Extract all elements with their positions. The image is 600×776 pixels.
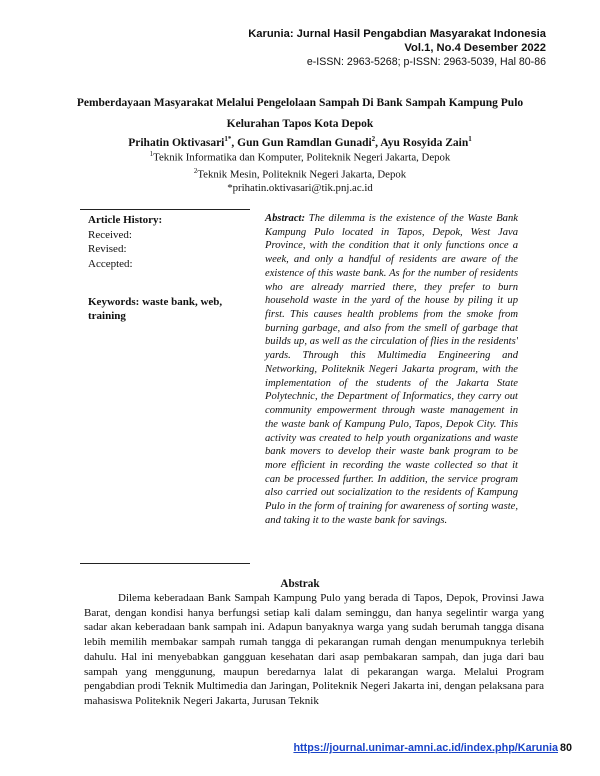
journal-name: Karunia: Jurnal Hasil Pengabdian Masyarakat Indonesia	[248, 28, 546, 40]
affiliations	[60, 148, 540, 196]
abstract-text: The dilemma is the existence of the Waste Bank Kampung Pulo located in Tapos, Depok, West Java Province, with the condition that it only functions once a week, and only a handful of residents are aware of the existence of this waste bank. As for the number of residents who are already married there, they prefer to burn household waste in the yard of the house by piling it up first. This causes health problems from the smoke from burning garbage, and also from the smell of garbage that builds up, as well as the circulation of flies in the residents' yards. Through this Multimedia Engineering and Networking, Politeknik Negeri Jakarta program, with the implementation of the students of the Jakarta State Polytechnic, the Department of Informatics, they carry out community empowerment through waste management in the waste bank of Kampung Pulo, Tapos, Depok City. This activity was created to help youth organizations and waste bank movers to develop their waste bank program to be more efficient in recording the waste collected so that it can be processed further. In addition, the service program also carried out socialization to the residents of Kampung Pulo in the form of training for awareness of sorting waste, and taking it to the waste bank for savings.	[265, 213, 518, 526]
affiliation-2	[60, 165, 540, 182]
received-label: Received:	[88, 228, 132, 241]
author-2-name: Gun Gun Ramdlan Gunadi	[237, 136, 372, 149]
author-3-sup: 1	[468, 135, 472, 143]
affiliation-1-text: Teknik Informatika dan Komputer, Politeknik Negeri Jakarta, Depok	[153, 151, 451, 164]
journal-url-link[interactable]: https://journal.unimar-amni.ac.id/index.php/Karunia	[293, 742, 558, 754]
author-3-name: Ayu Rosyida Zain	[380, 136, 469, 149]
corresponding-email: *prihatin.oktivasari@tik.pnj.ac.id	[227, 182, 373, 195]
page-number: 80	[559, 742, 572, 754]
accepted-label: Accepted:	[88, 257, 133, 270]
journal-volume: Vol.1, No.4 Desember 2022	[404, 42, 546, 54]
revised-label: Revised:	[88, 243, 127, 255]
abstrak-body: Dilema keberadaan Bank Sampah Kampung Pulo yang berada di Tapos, Depok, Provinsi Jawa Barat, dengan kondisi hanya berfungsi setiap kali dalam seminggu, dan hanya segelintir warga yang sadar akan keberadaan bank sampah ini. Adapun banyaknya warga yang sudah berumah tangga disana lebih memilih membakar sampah rumah tangga di pekarangan rumah dengan menumpuknya terlebih dahulu. Hal ini menyebabkan gangguan kesehatan dari asap pembakaran sampah, dan juga dari bau sampah yang menggunung, maupun beredarnya lalat di pekarangan warga. Melalui Program pengabdian prodi Teknik Multimedia dan Jaringan, Politeknik Negeri Jakarta ini, dengan pelaksana para mahasiswa Politeknik Negeri Jakarta, Jurusan Teknik	[84, 592, 544, 707]
journal-header	[248, 27, 546, 69]
keywords: Keywords: waste bank, web, training	[88, 296, 223, 322]
article-history	[88, 213, 253, 271]
paper-title-line2: Kelurahan Tapos Kota Depok	[226, 118, 374, 130]
abstrak-title: Abstrak	[280, 578, 320, 590]
author-1-name: Prihatin Oktivasari	[128, 136, 225, 149]
affiliation-1-sup: 1	[149, 150, 154, 158]
author-2-sup: 2	[371, 135, 376, 143]
journal-issn: e-ISSN: 2963-5268; p-ISSN: 2963-5039, Hal 80-86	[306, 56, 546, 68]
sidebar-bottom-divider	[80, 563, 250, 564]
affiliation-2-text: Teknik Mesin, Politeknik Negeri Jakarta, Depok	[197, 168, 407, 181]
author-separator: ,	[231, 136, 238, 149]
affiliation-2-sup: 2	[193, 167, 198, 176]
author-separator: ,	[375, 136, 381, 149]
abstract-label: Abstract:	[265, 213, 306, 224]
article-history-title: Article History:	[88, 214, 163, 226]
sidebar-top-divider	[80, 209, 250, 210]
affiliation-1	[60, 148, 540, 165]
abstract-english	[265, 212, 518, 528]
paper-title	[60, 93, 540, 135]
author-1-sup: 1*	[224, 135, 232, 143]
paper-title-line1: Pemberdayaan Masyarakat Melalui Pengelolaan Sampah Di Bank Sampah Kampung Pulo	[76, 97, 524, 109]
